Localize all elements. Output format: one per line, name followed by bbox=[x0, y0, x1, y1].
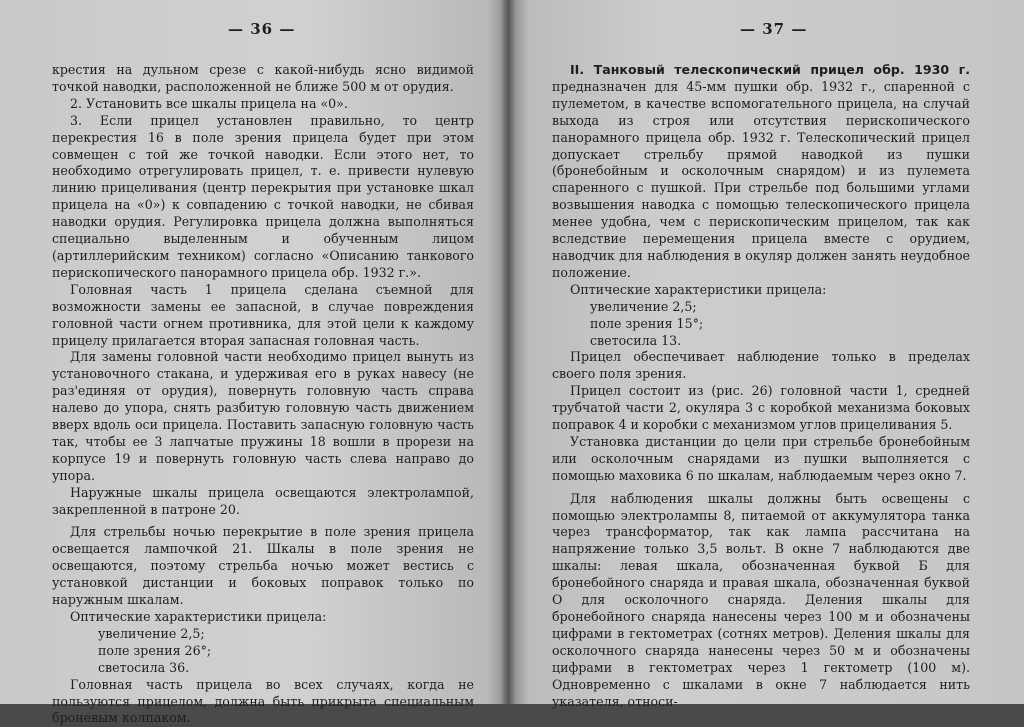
list-item: увеличение 2,5; bbox=[590, 298, 697, 314]
list-item: увеличение 2,5; bbox=[98, 625, 205, 641]
page-text bbox=[52, 62, 474, 727]
page-number: — 36 — bbox=[228, 20, 296, 38]
section-heading: II. Танковый телескопический прицел обр. 1930 г. bbox=[570, 62, 970, 77]
list-item: поле зрения 15°; bbox=[590, 315, 704, 331]
paragraph: Для наблюдения шкалы должны быть освещены с помощью электролампы 8, питаемой от аккумулятора танка через трансформатор, так как лампа рассчитана на напряжение только 3,5 вольт. В окне 7 наблюдаются две шкалы: левая шкала, обозначенная буквой Б для бронебойного снаряда и правая шкала, обозначенная буквой О для осколочного снаряда. Деления шкалы для бронебойного снаряда нанесены через 100 м и обозначены цифрами в гектометрах (сотнях метров). Деления шкалы для осколочного снаряда нанесены через 50 м и обозначены цифрами в гектометрах через 1 гектометр (100 м). Одновременно с шкалами в окне 7 наблюдается нить указателя, относи- bbox=[552, 490, 970, 709]
page-text bbox=[552, 62, 970, 710]
paragraph: Головная часть 1 прицела сделана съемной для возможности замены ее запасной, в случае повреждения головной части огнем противника, для этой цели к каждому прицелу прилагается вторая запасная головная часть. bbox=[52, 281, 474, 348]
book-gutter bbox=[500, 0, 516, 704]
paragraph: Наружные шкалы прицела освещаются электролампой, закрепленной в патроне 20. bbox=[52, 484, 474, 517]
paragraph: Для стрельбы ночью перекрытие в поле зрения прицела освещается лампочкой 21. Шкалы в поле зрения не освещаются, поэтому стрельба ночью может вестись с установкой дистанции и боковых поправок только по наружным шкалам. bbox=[52, 524, 474, 608]
paragraph bbox=[552, 62, 970, 282]
left-page bbox=[0, 0, 508, 726]
list-item: светосила 13. bbox=[590, 332, 682, 348]
paragraph: Прицел состоит из (рис. 26) головной части 1, средней трубчатой части 2, окуляра 3 с коробкой механизма боковых поправок 4 и коробки с механизмом углов прицеливания 5. bbox=[552, 383, 970, 433]
list-item: поле зрения 26°; bbox=[98, 642, 212, 658]
paragraph: Установка дистанции до цели при стрельбе бронебойным или осколочным снарядами из пушки выполняется с помощью маховика 6 по шкалам, наблюдаемым через окно 7. bbox=[552, 433, 970, 483]
paragraph: крестия на дульном срезе с какой-нибудь ясно видимой точкой наводки, расположенной не ближе 500 м от орудия. bbox=[52, 62, 474, 94]
paragraph: Головная часть прицела во всех случаях, когда не пользуются прицелом, должна быть прикрыта специальным броневым колпаком. bbox=[52, 676, 474, 726]
page-number: — 37 — bbox=[740, 20, 808, 38]
paragraph: Прицел обеспечивает наблюдение только в пределах своего поля зрения. bbox=[552, 349, 970, 382]
paragraph: 3. Если прицел установлен правильно, то центр перекрестия 16 в поле зрения прицела будет при этом совмещен с той же точкой наводки. Если этого нет, то необходимо отрегулировать прицел, т. е. привести нулевую линию прицеливания (центр перекрытия при установке шкал прицела на «0») к совпадению с точкой наводки, не сбивая наводки орудия. Регулировка прицела должна выполняться специально выделенным и обученным лицом (артиллерийским техником) согласно «Описанию танкового перископического панорамного прицела обр. 1932 г.». bbox=[52, 112, 474, 280]
list-item: светосила 36. bbox=[98, 659, 190, 675]
paragraph: Для замены головной части необходимо прицел вынуть из установочного стакана, и удерживая его в руках навесу (не раз'единяя от орудия), повернуть головную часть справа налево до упора, снять разбитую головную часть движением вверх вдоль оси прицела. Поставить запасную головную часть так, чтобы ее 3 лапчатые пружины 18 вошли в прорези на корпусе 19 и повернуть головную часть слева направо до упора. bbox=[52, 349, 474, 483]
paragraph: 2. Установить все шкалы прицела на «0». bbox=[70, 95, 348, 111]
paragraph: Оптические характеристики прицела: bbox=[70, 609, 327, 624]
paragraph-text: предназначен для 45-мм пушки обр. 1932 г., спаренной с пулеметом, в качестве вспомогательного прицела, на случай выхода из строя или отсутствия перископического панорамного прицела обр. 1932 г. Телескопический прицел допускает стрельбу прямой наводкой из пушки (бронебойным и осколочным снарядом) и из пулемета спаренного с пушкой. При стрельбе под большими углами возвышения наводка с помощью телескопического прицела менее удобна, чем с перископическим прицелом, так как вследствие перемещения прицела вместе с орудием, наводчик для наблюдения в окуляр должен занять неудобное положение. bbox=[552, 78, 970, 280]
paragraph: Оптические характеристики прицела: bbox=[570, 281, 827, 297]
right-page bbox=[508, 0, 1024, 709]
